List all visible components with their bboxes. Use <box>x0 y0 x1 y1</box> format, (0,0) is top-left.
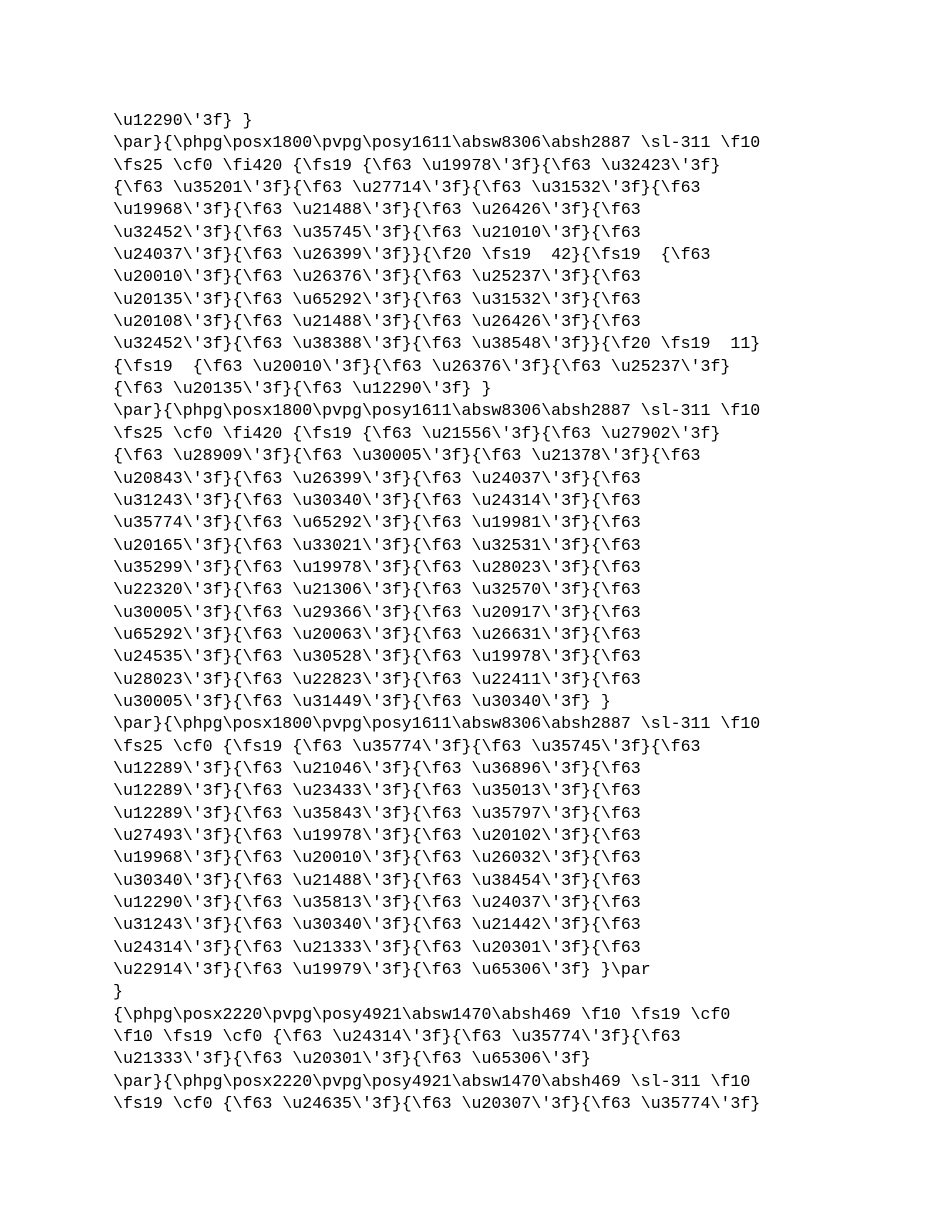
text-line: \u32452\'3f}{\f63 \u38388\'3f}{\f63 \u38548\'3f}}{\f20 \fs19 11} <box>113 334 761 354</box>
text-line: \par}{\phpg\posx1800\pvpg\posy1611\absw8306\absh2887 \sl-311 \f10 <box>113 133 761 153</box>
text-line: \u22320\'3f}{\f63 \u21306\'3f}{\f63 \u32570\'3f}{\f63 <box>113 580 641 600</box>
text-line: \u35774\'3f}{\f63 \u65292\'3f}{\f63 \u19981\'3f}{\f63 <box>113 513 641 533</box>
text-line: \u22914\'3f}{\f63 \u19979\'3f}{\f63 \u65306\'3f} }\par <box>113 960 651 980</box>
text-line: \u27493\'3f}{\f63 \u19978\'3f}{\f63 \u20102\'3f}{\f63 <box>113 826 641 845</box>
text-line: \u28023\'3f}{\f63 \u22823\'3f}{\f63 \u22411\'3f}{\f63 <box>113 669 641 689</box>
text-line: \u32452\'3f}{\f63 \u35745\'3f}{\f63 \u21010\'3f}{\f63 <box>113 222 641 242</box>
text-line: \par}{\phpg\posx2220\pvpg\posy4921\absw1470\absh469 \sl-311 \f10 <box>113 1071 751 1091</box>
text-line: \u12289\'3f}{\f63 \u21046\'3f}{\f63 \u36896\'3f}{\f63 <box>113 758 641 778</box>
text-line: \u24535\'3f}{\f63 \u30528\'3f}{\f63 \u19978\'3f}{\f63 <box>113 647 641 667</box>
text-line: \u31243\'3f}{\f63 \u30340\'3f}{\f63 \u24314\'3f}{\f63 <box>113 490 641 510</box>
text-line: \u30005\'3f}{\f63 \u29366\'3f}{\f63 \u20917\'3f}{\f63 <box>113 602 641 622</box>
text-line: \u19968\'3f}{\f63 \u20010\'3f}{\f63 \u26032\'3f}{\f63 <box>113 848 641 868</box>
text-line: \u19968\'3f}{\f63 \u21488\'3f}{\f63 \u26426\'3f}{\f63 <box>113 200 641 220</box>
text-line: \u30005\'3f}{\f63 \u31449\'3f}{\f63 \u30340\'3f} } <box>113 691 611 711</box>
rtf-source-text <box>113 110 760 1115</box>
text-line: {\f63 \u28909\'3f}{\f63 \u30005\'3f}{\f63 \u21378\'3f}{\f63 <box>113 446 701 466</box>
text-line: \u12289\'3f}{\f63 \u35843\'3f}{\f63 \u35797\'3f}{\f63 <box>113 803 641 823</box>
text-line: } <box>113 982 123 1002</box>
text-line: \u20108\'3f}{\f63 \u21488\'3f}{\f63 \u26426\'3f}{\f63 <box>113 312 641 332</box>
text-line: \u20165\'3f}{\f63 \u33021\'3f}{\f63 \u32531\'3f}{\f63 <box>113 535 641 555</box>
text-line: \fs19 \cf0 {\f63 \u24635\'3f}{\f63 \u20307\'3f}{\f63 \u35774\'3f} <box>113 1094 761 1114</box>
text-line: \par}{\phpg\posx1800\pvpg\posy1611\absw8306\absh2887 \sl-311 \f10 <box>113 401 761 421</box>
text-line: \u20843\'3f}{\f63 \u26399\'3f}{\f63 \u24037\'3f}{\f63 <box>113 468 641 488</box>
text-line: \u31243\'3f}{\f63 \u30340\'3f}{\f63 \u21442\'3f}{\f63 <box>113 915 641 935</box>
text-line: {\f63 \u20135\'3f}{\f63 \u12290\'3f} } <box>113 379 492 399</box>
text-line: \u20135\'3f}{\f63 \u65292\'3f}{\f63 \u31532\'3f}{\f63 <box>113 289 641 309</box>
text-line: \u35299\'3f}{\f63 \u19978\'3f}{\f63 \u28023\'3f}{\f63 <box>113 557 641 577</box>
text-line: \f10 \fs19 \cf0 {\f63 \u24314\'3f}{\f63 \u35774\'3f}{\f63 <box>113 1027 681 1047</box>
text-line: \u20010\'3f}{\f63 \u26376\'3f}{\f63 \u25237\'3f}{\f63 <box>113 267 641 287</box>
text-line: \u12289\'3f}{\f63 \u23433\'3f}{\f63 \u35013\'3f}{\f63 <box>113 781 641 801</box>
text-line: \u21333\'3f}{\f63 \u20301\'3f}{\f63 \u65306\'3f} <box>113 1049 591 1069</box>
text-line: \u24314\'3f}{\f63 \u21333\'3f}{\f63 \u20301\'3f}{\f63 <box>113 937 641 957</box>
text-line: \u12290\'3f}{\f63 \u35813\'3f}{\f63 \u24037\'3f}{\f63 <box>113 893 641 913</box>
text-line: \par}{\phpg\posx1800\pvpg\posy1611\absw8306\absh2887 \sl-311 \f10 <box>113 714 761 734</box>
text-line: \u65292\'3f}{\f63 \u20063\'3f}{\f63 \u26631\'3f}{\f63 <box>113 624 641 644</box>
text-line: \fs25 \cf0 {\fs19 {\f63 \u35774\'3f}{\f63 \u35745\'3f}{\f63 <box>113 736 701 756</box>
text-line: \fs25 \cf0 \fi420 {\fs19 {\f63 \u19978\'3f}{\f63 \u32423\'3f} <box>113 155 721 175</box>
text-line: {\f63 \u35201\'3f}{\f63 \u27714\'3f}{\f63 \u31532\'3f}{\f63 <box>113 178 701 198</box>
text-line: \fs25 \cf0 \fi420 {\fs19 {\f63 \u21556\'3f}{\f63 \u27902\'3f} <box>113 423 721 443</box>
text-line: {\phpg\posx2220\pvpg\posy4921\absw1470\absh469 \f10 \fs19 \cf0 <box>113 1004 731 1024</box>
text-line: \u12290\'3f} } <box>113 111 253 130</box>
text-line: {\fs19 {\f63 \u20010\'3f}{\f63 \u26376\'3f}{\f63 \u25237\'3f} <box>113 356 731 376</box>
text-line: \u30340\'3f}{\f63 \u21488\'3f}{\f63 \u38454\'3f}{\f63 <box>113 870 641 890</box>
text-line: \u24037\'3f}{\f63 \u26399\'3f}}{\f20 \fs19 42}{\fs19 {\f63 <box>113 245 711 265</box>
